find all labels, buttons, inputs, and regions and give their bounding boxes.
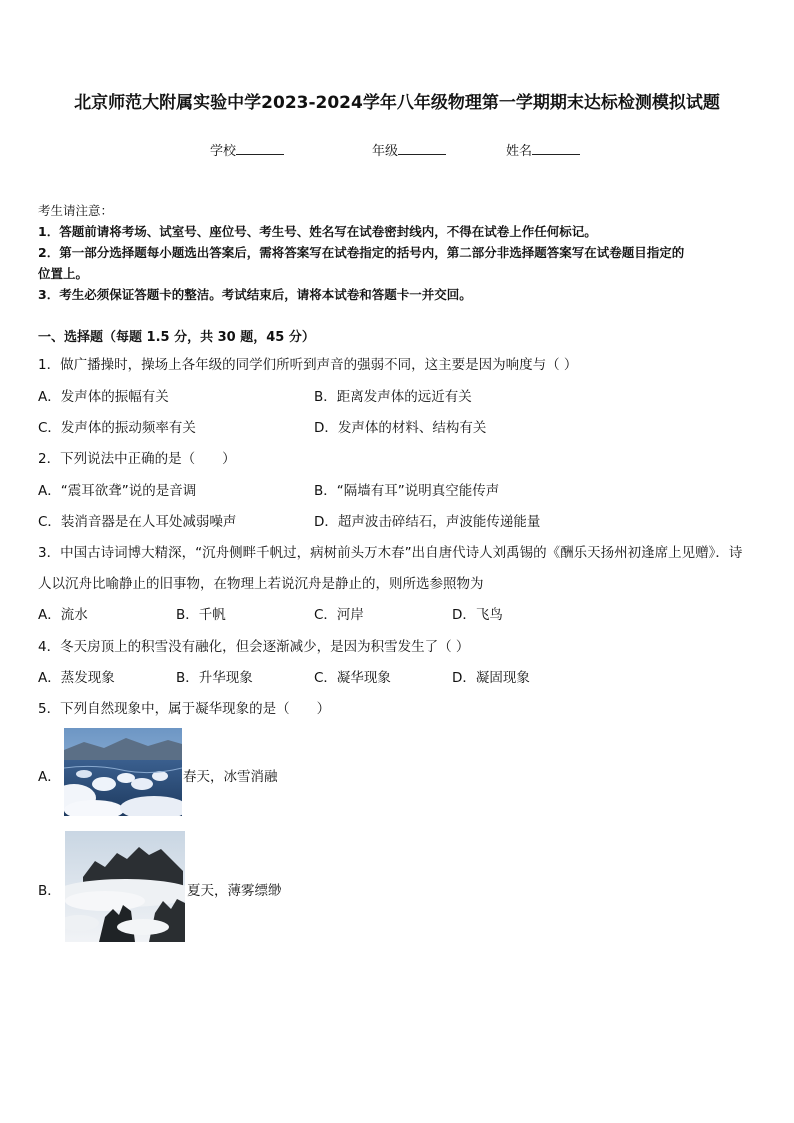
question-3-option-d: D．飞鸟 xyxy=(452,607,503,623)
question-4-stem: 4．冬天房顶上的积雪没有融化，但会逐渐减少，是因为积雪发生了（ ） xyxy=(38,639,470,655)
question-1-stem: 1．做广播操时，操场上各年级的同学们所听到声音的强弱不同，这主要是因为响度与（ ） xyxy=(38,357,578,373)
name-blank xyxy=(532,142,580,155)
school-label: 学校 xyxy=(210,144,237,159)
question-3-option-c: C．河岸 xyxy=(314,607,364,623)
grade-field xyxy=(372,140,446,159)
notice-item: 3．考生必须保证答题卡的整洁。考试结束后，请将本试卷和答题卡一并交回。 xyxy=(38,287,472,302)
question-5-option-b-caption: 夏天，薄雾缥缈 xyxy=(187,883,282,899)
question-1-option-a: A．发声体的振幅有关 xyxy=(38,389,169,405)
question-4-option-b: B．升华现象 xyxy=(176,670,253,686)
notice-item: 1．答题前请将考场、试室号、座位号、考生号、姓名写在试卷密封线内，不得在试卷上作任何标记。 xyxy=(38,224,597,239)
name-label: 姓名 xyxy=(506,144,533,159)
school-blank xyxy=(236,142,284,155)
question-3-option-b: B．千帆 xyxy=(176,607,226,623)
question-2-option-b: B．“隔墙有耳”说明真空能传声 xyxy=(314,483,500,499)
question-5-option-a-caption: 春天，冰雪消融 xyxy=(183,769,278,785)
question-2-option-c: C．装消音器是在人耳处减弱噪声 xyxy=(38,514,237,530)
name-field xyxy=(506,140,580,159)
question-1-option-b: B．距离发声体的远近有关 xyxy=(314,389,472,405)
question-1-option-d: D．发声体的材料、结构有关 xyxy=(314,420,487,436)
school-field xyxy=(210,140,284,159)
question-2-stem: 2．下列说法中正确的是（ ） xyxy=(38,451,236,467)
question-1-option-c: C．发声体的振动频率有关 xyxy=(38,420,196,436)
question-5-stem: 5．下列自然现象中，属于凝华现象的是（ ） xyxy=(38,701,331,717)
question-3-stem-line2: 人以沉舟比喻静止的旧事物，在物理上若说沉舟是静止的，则所选参照物为 xyxy=(38,576,484,592)
question-5-option-a-letter: A． xyxy=(38,769,61,785)
question-2-option-a: A．“震耳欲聋”说的是音调 xyxy=(38,483,197,499)
question-5-option-b-letter: B． xyxy=(38,883,61,899)
notice-item: 位置上。 xyxy=(38,266,89,281)
notice-item: 2．第一部分选择题每小题选出答案后，需将答案写在试卷指定的括号内，第二部分非选择题答案写在试卷题目指定的 xyxy=(38,245,685,260)
grade-label: 年级 xyxy=(372,144,399,159)
student-info-row xyxy=(0,140,794,160)
grade-blank xyxy=(398,142,446,155)
question-4-option-c: C．凝华现象 xyxy=(314,670,391,686)
question-2-option-d: D．超声波击碎结石，声波能传递能量 xyxy=(314,514,541,530)
question-4-option-a: A．蒸发现象 xyxy=(38,670,115,686)
question-4-option-d: D．凝固现象 xyxy=(452,670,530,686)
misty-mountain-image xyxy=(65,831,185,942)
notice-block xyxy=(38,200,768,305)
snow-melting-image xyxy=(64,728,182,816)
notice-heading: 考生请注意： xyxy=(38,203,114,218)
question-3-stem-line1: 3．中国古诗词博大精深，“沉舟侧畔千帆过，病树前头万木春”出自唐代诗人刘禹锡的《酬乐天扬州初逢席上见赠》．诗 xyxy=(38,545,743,561)
question-3-option-a: A．流水 xyxy=(38,607,88,623)
page-title: 北京师范大附属实验中学2023-2024学年八年级物理第一学期期末达标检测模拟试题 xyxy=(74,93,720,113)
section-title: 一、选择题（每题 1.5 分，共 30 题，45 分） xyxy=(38,330,315,345)
